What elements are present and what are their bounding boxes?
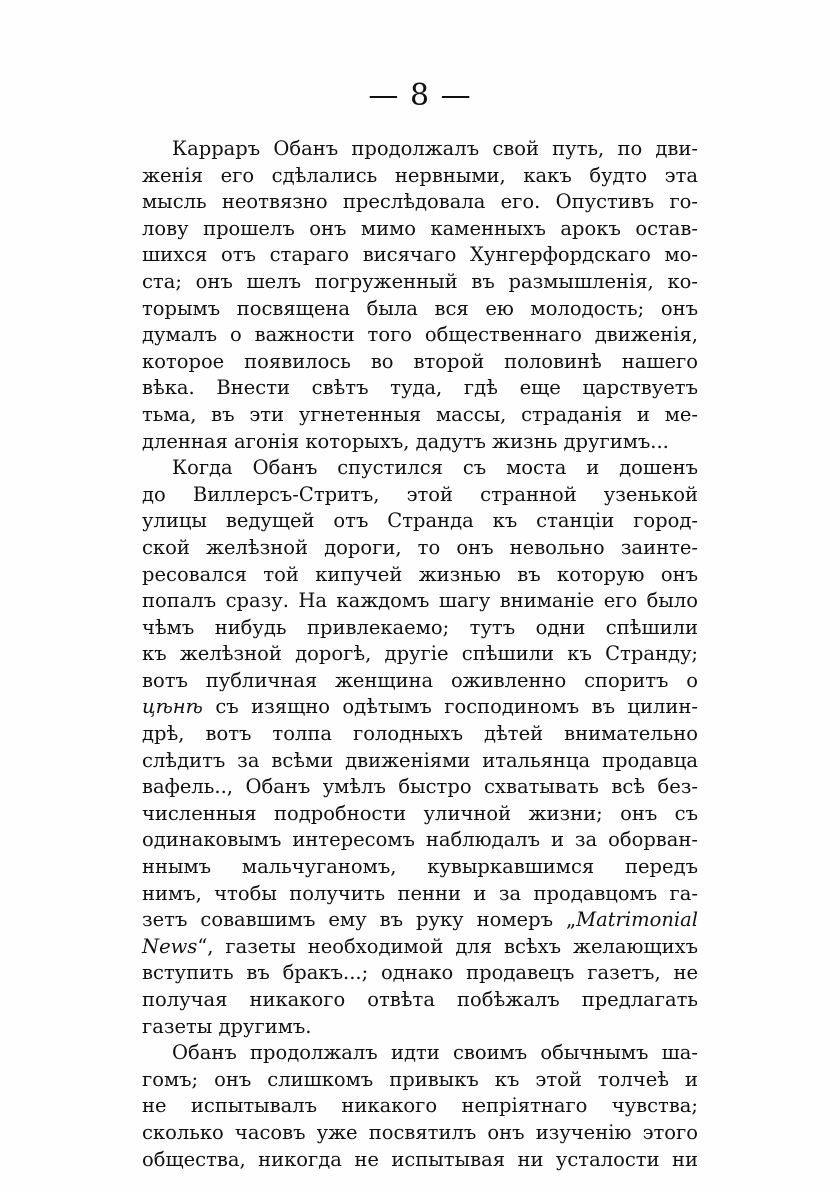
text-line: ннымъ мальчуганомъ, кувыркавшимся передъ — [142, 855, 698, 879]
body-text — [142, 136, 698, 1173]
text-line: думалъ о важности того общественнаго движенія, — [142, 323, 698, 347]
text-line: численныя подробности уличной жизни; онъ съ — [142, 801, 698, 825]
text-line: цѣнѣ съ изящно одѣтымъ господиномъ въ цилин- — [142, 695, 698, 719]
text-line: ресовался той кипучей жизнью въ которую онъ — [142, 562, 698, 586]
text-line: зетъ совавшимъ ему въ руку номеръ „Matrimonial — [142, 908, 698, 932]
text-line: вафель.., Обанъ умѣлъ быстро схватывать всѣ без- — [142, 775, 698, 799]
text-line: Когда Обанъ спустился съ моста и дошенъ — [172, 456, 698, 480]
text-line: нимъ, чтобы получить пенни и за продавцомъ га- — [142, 881, 698, 905]
text-line: одинаковымъ интересомъ наблюдалъ и за оборван- — [142, 828, 698, 852]
text-line: не испытывалъ никакого непріятнаго чувства; — [142, 1094, 698, 1118]
italic-word: Matrimonial — [576, 908, 698, 932]
text-line: газеты другимъ. — [142, 1014, 312, 1038]
text-line: News“, газеты необходимой для всѣхъ желающихъ — [142, 934, 698, 958]
italic-word: News — [142, 934, 198, 958]
text-line: ста; онъ шелъ погруженный въ размышленія, ко- — [142, 269, 698, 293]
text-line: женія его сдѣлались нервными, какъ будто эта — [142, 163, 698, 187]
text-line: шихся отъ стараго висячаго Хунгерфордскаго мо- — [142, 243, 698, 267]
text-line: Карраръ Обанъ продолжалъ свой путь, по дви- — [172, 137, 698, 160]
text-line: попалъ сразу. На каждомъ шагу вниманіе его было — [142, 589, 698, 613]
text-line: сколько часовъ уже посвятилъ онъ изученію этого — [142, 1120, 698, 1144]
text-line: лову прошелъ онъ мимо каменныхъ арокъ остав- — [142, 216, 698, 240]
text-line: тьма, въ эти угнетенныя массы, страданія и ме- — [142, 402, 698, 426]
text-line: дрѣ, вотъ толпа голодныхъ дѣтей внимательно — [142, 722, 698, 746]
page-number: — 8 — — [368, 78, 472, 113]
text-line: вѣка. Внести свѣтъ туда, гдѣ еще царствуетъ — [142, 376, 698, 400]
text-line: Обанъ продолжалъ идти своимъ обычнымъ ша- — [172, 1041, 698, 1065]
text-line: ской желѣзной дороги, то онъ невольно заинте- — [142, 535, 698, 559]
text-line: дленная агонія которыхъ, дадутъ жизнь другимъ... — [142, 429, 669, 453]
text-line: къ желѣзной дорогѣ, другіе спѣшили къ Странду; — [142, 642, 698, 666]
text-line: которое появилось во второй половинѣ нашего — [142, 349, 698, 373]
text-line: вотъ публичная женщина оживленно споритъ о — [142, 668, 698, 692]
text-line: общества, никогда не испытывая ни усталости ни — [142, 1147, 698, 1171]
text-line: улицы ведущей отъ Странда къ станціи город- — [142, 509, 698, 533]
text-line: торымъ посвящена была вся ею молодость; онъ — [142, 296, 698, 320]
italic-word: цѣнѣ — [142, 695, 203, 719]
text-line: до Виллерсъ-Стритъ, этой странной узенькой — [142, 482, 698, 506]
text-line: получая никакого отвѣта побѣжалъ предлагать — [142, 988, 698, 1011]
text-line: гомъ; онъ слишкомъ привыкъ къ этой толчеѣ и — [142, 1067, 698, 1091]
text-line: чѣмъ нибудь привлекаемо; тутъ одни спѣшили — [142, 615, 698, 639]
text-line: мысль неотвязно преслѣдовала его. Опустивъ го- — [142, 190, 698, 214]
text-line: вступить въ бракъ...; однако продавецъ газетъ, не — [142, 961, 698, 985]
text-line: слѣдитъ за всѣми движеніями итальянца продавца — [142, 748, 698, 772]
